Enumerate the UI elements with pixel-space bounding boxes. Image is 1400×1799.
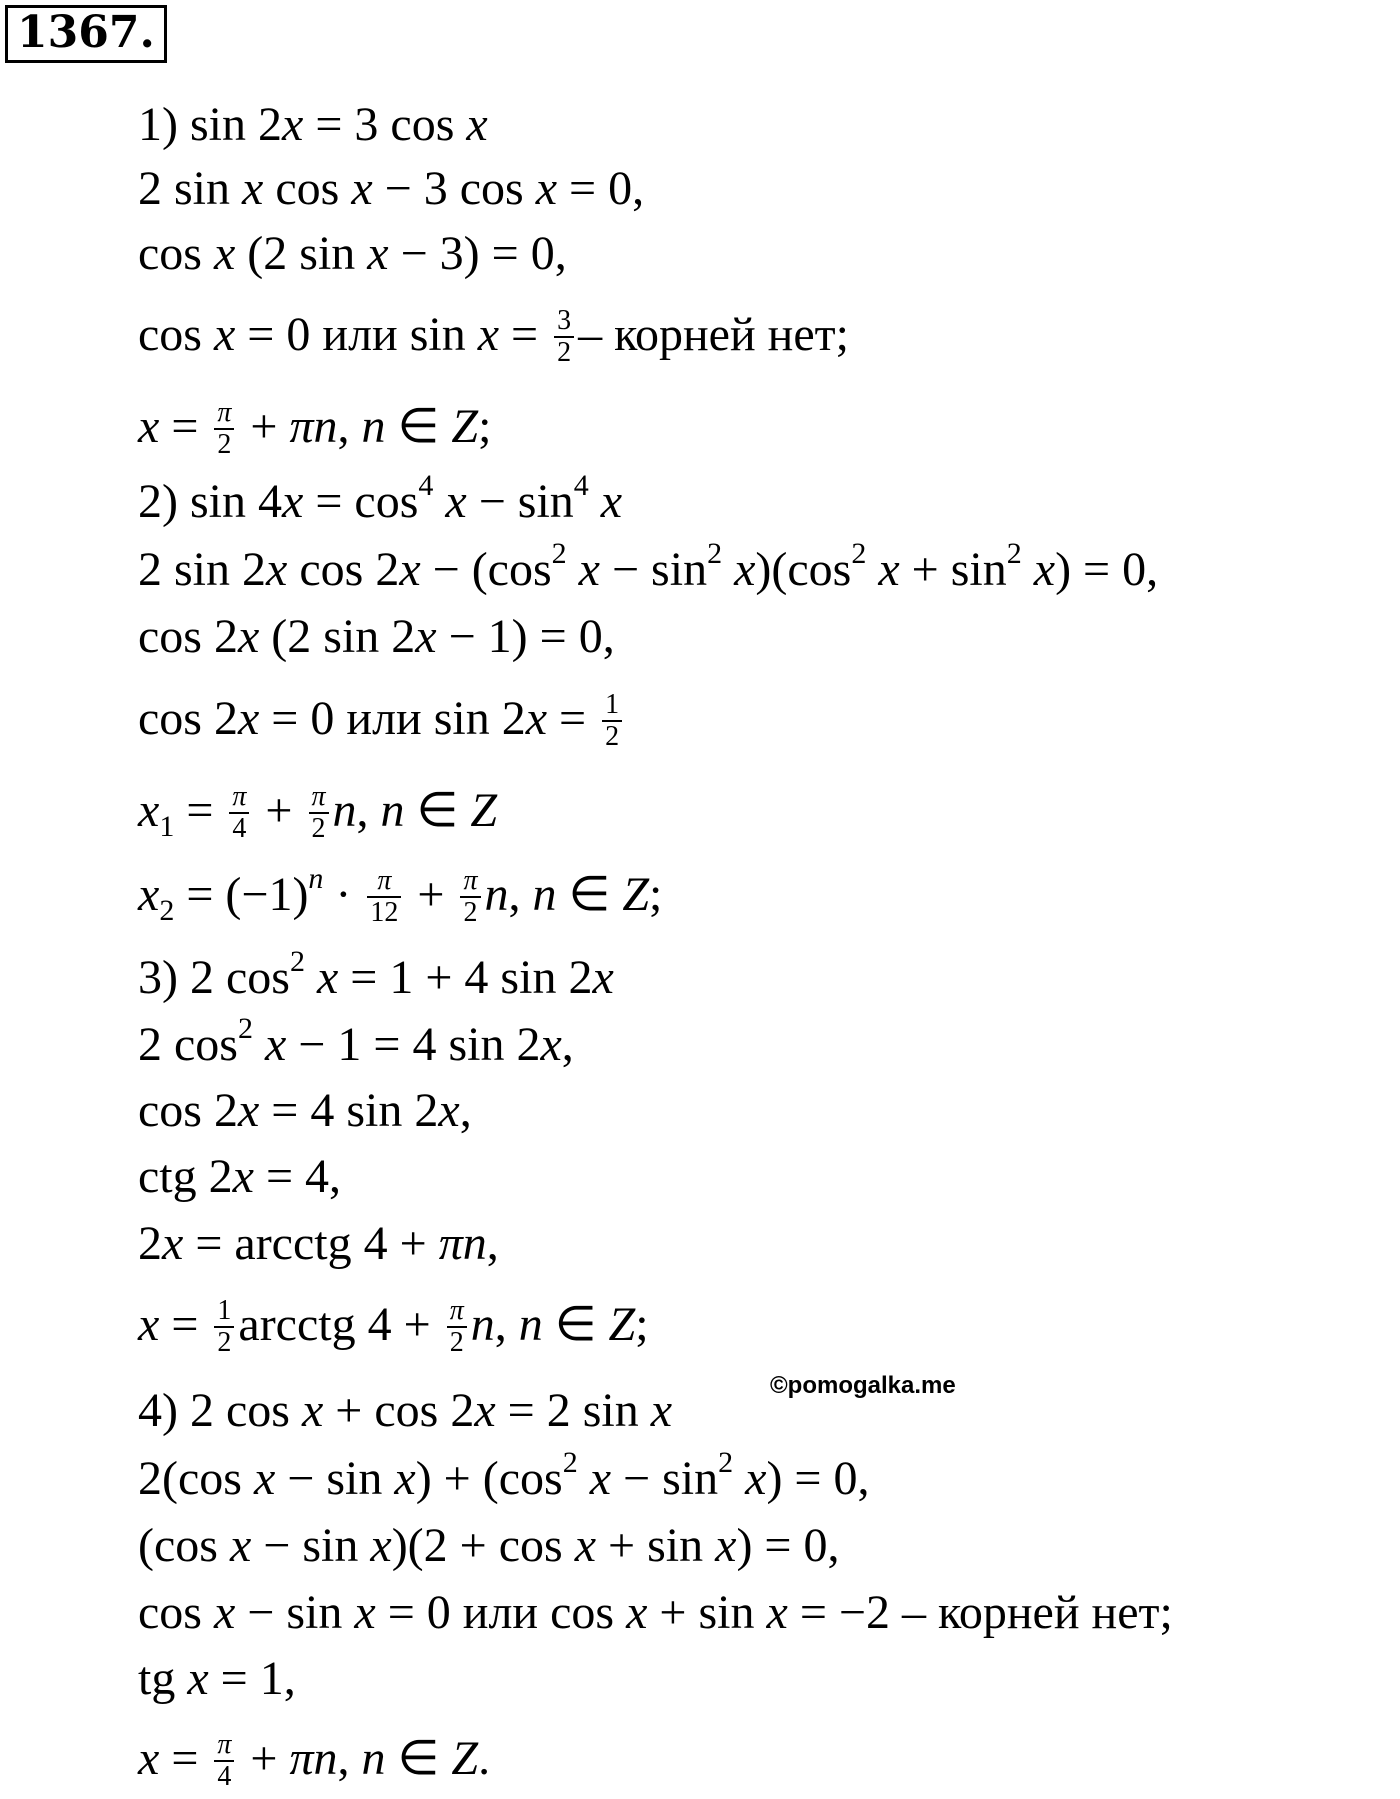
- problem-number: 1367.: [5, 5, 167, 63]
- solution-line: cos 2x (2 sin 2x − 1) = 0,: [138, 610, 615, 663]
- solution-line: $x_1$ = $\frac{\pi}{4}$ + $\frac{\pi}{2}$ n, n ∈ Z: [138, 780, 498, 844]
- solution-line: ctg 2x = 4,: [138, 1150, 342, 1203]
- solution-line: (cos x − sin x)(2 + cos x + sin x) = 0,: [138, 1519, 840, 1572]
- solution-line: 2 sin 2x $\cos 2x - (\cos^2$ $x - \sin^2 x)(\cos^2$ $x + \sin^2 x) = 0$,: [138, 537, 1159, 596]
- word-no-roots: – корней нет;: [578, 308, 849, 361]
- solution-line: cos 2x = 0 или sin 2x = $\frac{1}{2}$: [138, 690, 626, 754]
- solution-line: cos x − sin x = 0 или cos x + sin x = −2 – корней нет;: [138, 1586, 1173, 1639]
- watermark: ©pomogalka.me: [770, 1372, 956, 1399]
- solution-line: 2(cos $x - \sin x) + (\cos^2$ $x - \sin^2 x) = 0$,: [138, 1446, 870, 1505]
- word-no-roots: – корней нет;: [901, 1586, 1173, 1639]
- solution-line: x = $\frac{\pi}{2}$ + πn, n ∈ Z;: [138, 396, 492, 460]
- word-or: или: [346, 692, 422, 745]
- word-or: или: [322, 308, 398, 361]
- solution-line: 2x = arcctg 4 + πn,: [138, 1217, 499, 1270]
- solution-line: x = $\frac{1}{2}$ arcctg 4 + $\frac{\pi}{2}$ n, n ∈ Z;: [138, 1294, 649, 1358]
- solution-line: 1) sin 2x = 3 cos x: [138, 98, 488, 151]
- solution-line: cos x (2 sin x − 3) = 0,: [138, 227, 567, 280]
- solution-line: 2 sin x cos x − 3 cos x = 0,: [138, 162, 645, 215]
- solution-line: 2) $\sin 4x = \cos^4 x - \sin^4 x$: [138, 469, 623, 528]
- solution-line: tg x = 1,: [138, 1652, 296, 1705]
- solution-line: $x_2 = (-1)^n$ · $\frac{\pi}{12}$ + $\frac{\pi}{2}$ n, n ∈ Z;: [138, 862, 663, 928]
- solution-line: 4) 2 cos x + cos 2x = 2 sin x: [138, 1384, 673, 1437]
- word-or: или: [462, 1586, 539, 1639]
- solution-line: x = $\frac{\pi}{4}$ + πn, n ∈ Z.: [138, 1728, 491, 1792]
- solution-line: 3) 2 $\cos^2 x = 1 + 4$ sin 2x: [138, 945, 614, 1004]
- solution-line: 2 $\cos^2 x - 1 = 4$ sin 2x,: [138, 1012, 574, 1071]
- solution-line: cos 2x = 4 sin 2x,: [138, 1084, 472, 1137]
- solution-line: cos x = 0 или sin x = $\frac{3}{2}$ – корней нет;: [138, 304, 849, 368]
